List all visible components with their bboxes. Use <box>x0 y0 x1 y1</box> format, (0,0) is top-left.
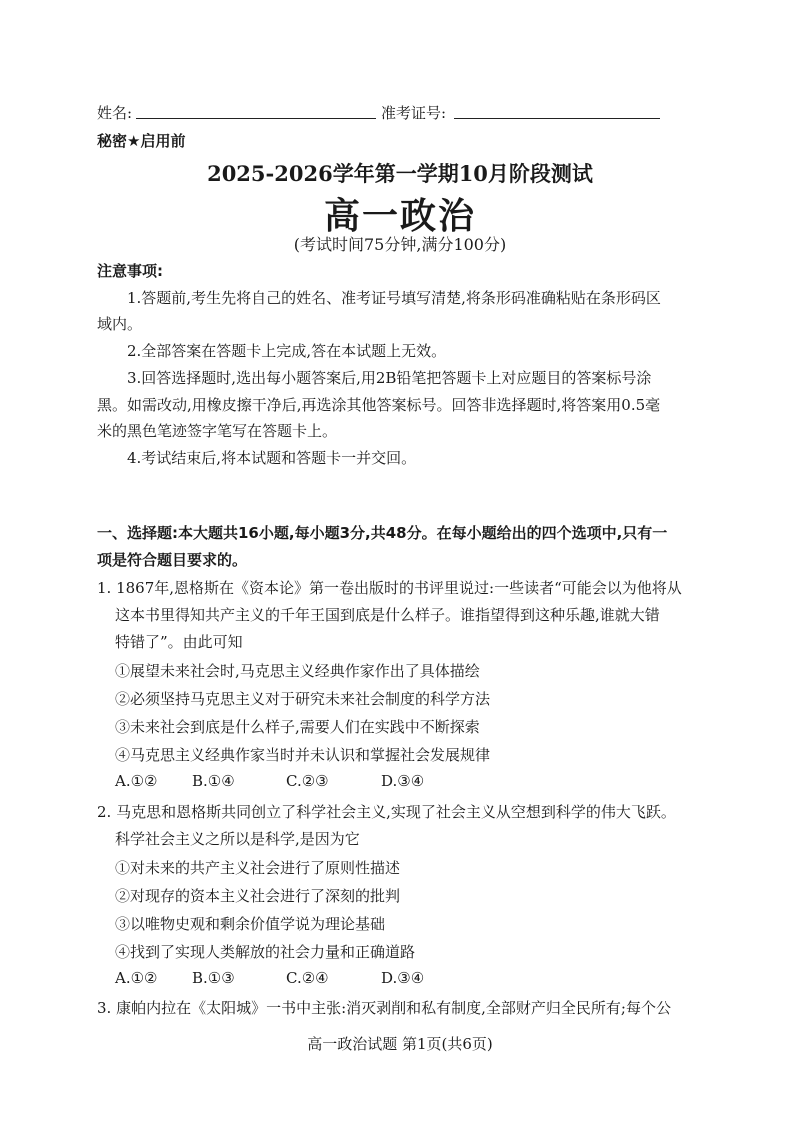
statement-option: ②必须坚持马克思主义对于研究未来社会制度的科学方法 <box>115 690 491 708</box>
answer-choice-a[interactable]: A.①② <box>115 969 158 987</box>
statement-option: ②对现存的资本主义社会进行了深刻的批判 <box>115 887 401 905</box>
notice-item: 1.答题前,考生先将自己的姓名、准考证号填写清楚,将条形码准确粘贴在条形码区 <box>127 289 661 307</box>
statement-option: ①展望未来社会时,马克思主义经典作家作出了具体描绘 <box>115 662 480 680</box>
exam-title: 2025-2026学年第一学期10月阶段测试 <box>207 161 593 186</box>
answer-choice-b[interactable]: B.①④ <box>192 772 235 790</box>
name-blank-line[interactable] <box>136 118 376 119</box>
question-stem: 2. 马克思和恩格斯共同创立了科学社会主义,实现了社会主义从空想到科学的伟大飞跃。 <box>97 803 676 821</box>
statement-option: ③未来社会到底是什么样子,需要人们在实践中不断探索 <box>115 718 480 736</box>
exam-duration-note: (考试时间75分钟,满分100分) <box>293 235 507 254</box>
name-label: 姓名: <box>97 104 133 122</box>
notice-item: 米的黑色笔迹签字笔写在答题卡上。 <box>97 422 338 440</box>
question-stem: 特错了”。由此可知 <box>115 633 243 651</box>
section-heading: 项是符合题目要求的。 <box>97 551 248 569</box>
answer-choice-d[interactable]: D.③④ <box>381 969 425 987</box>
answer-choice-d[interactable]: D.③④ <box>381 772 425 790</box>
confidential-mark: 秘密★启用前 <box>97 132 186 150</box>
notice-item: 黑。如需改动,用橡皮擦干净后,再选涂其他答案标号。回答非选择题时,将答案用0.5毫 <box>97 396 661 414</box>
statement-option: ③以唯物史观和剩余价值学说为理论基础 <box>115 915 386 933</box>
question-stem: 3. 康帕内拉在《太阳城》一书中主张:消灭剥削和私有制度,全部财产归全民所有;每个公 <box>97 999 671 1017</box>
exam-number-blank-line[interactable] <box>454 118 660 119</box>
answer-choice-c[interactable]: C.②③ <box>286 772 329 790</box>
page-footer: 高一政治试题 第1页(共6页) <box>307 1035 493 1053</box>
notice-heading: 注意事项: <box>97 262 163 280</box>
answer-choices-row <box>0 772 800 794</box>
statement-option: ④找到了实现人类解放的社会力量和正确道路 <box>115 943 416 961</box>
answer-choices-row <box>0 969 800 991</box>
notice-item: 3.回答选择题时,选出每小题答案后,用2B铅笔把答题卡上对应题目的答案标号涂 <box>127 369 652 387</box>
subject-title: 高一政治 <box>323 195 476 237</box>
question-stem: 这本书里得知共产主义的千年王国到底是什么样子。谁指望得到这种乐趣,谁就大错 <box>115 606 660 624</box>
answer-choice-b[interactable]: B.①③ <box>192 969 235 987</box>
answer-choice-c[interactable]: C.②④ <box>286 969 329 987</box>
statement-option: ①对未来的共产主义社会进行了原则性描述 <box>115 859 401 877</box>
question-stem: 科学社会主义之所以是科学,是因为它 <box>115 830 360 848</box>
section-heading: 一、选择题:本大题共16小题,每小题3分,共48分。在每小题给出的四个选项中,只有一 <box>97 524 668 542</box>
statement-option: ④马克思主义经典作家当时并未认识和掌握社会发展规律 <box>115 746 491 764</box>
notice-item: 域内。 <box>97 315 143 333</box>
answer-choice-a[interactable]: A.①② <box>115 772 158 790</box>
notice-item: 4.考试结束后,将本试题和答题卡一并交回。 <box>127 449 417 467</box>
notice-item: 2.全部答案在答题卡上完成,答在本试题上无效。 <box>127 342 447 360</box>
exam-number-label: 准考证号: <box>381 104 447 122</box>
question-stem: 1. 1867年,恩格斯在《资本论》第一卷出版时的书评里说过:一些读者“可能会以为他将从 <box>97 579 682 597</box>
